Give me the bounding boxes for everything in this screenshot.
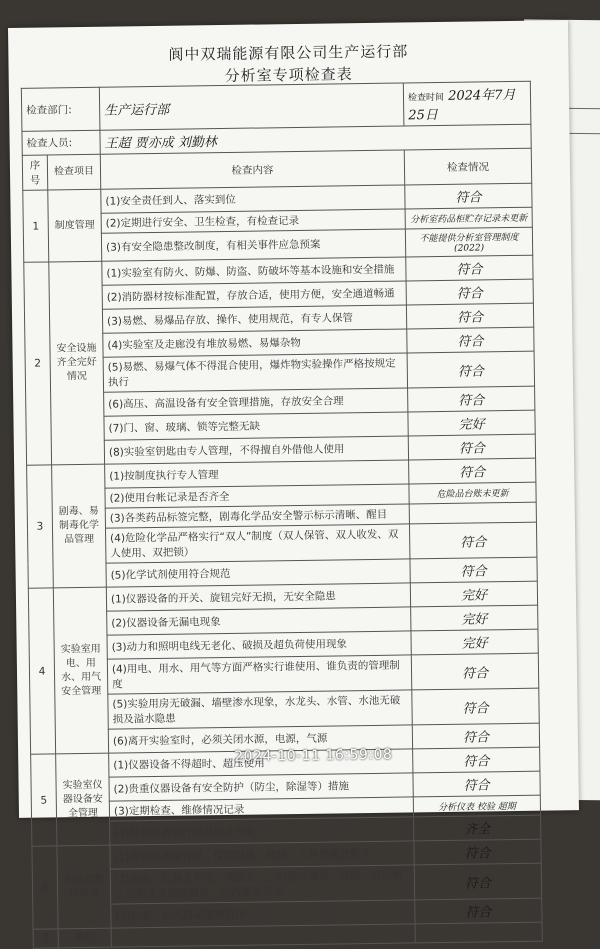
check-result: 符合 <box>413 771 540 797</box>
section-number: 6 <box>32 846 58 929</box>
check-content: (4)仪器设备运行情况记录齐全 <box>110 817 414 845</box>
check-result: 齐全 <box>414 815 541 841</box>
header-row-dept <box>21 81 531 131</box>
section-number: 2 <box>24 262 52 465</box>
check-result: 不能提供分析室管理制度(2022) <box>405 227 532 257</box>
check-content: (5)实验用房无破漏、墙壁渗水现象，水龙头、水管、水池无破损及溢水隐患 <box>108 690 412 729</box>
check-result: 危险品台账未更新 <box>409 482 536 504</box>
check-content: (4)危险化学品严格实行“双人”制度（双人保管、双人收发、双人使用、双把锁） <box>105 524 409 563</box>
check-result: 分析室药品柜贮存记录未更新 <box>405 207 532 229</box>
check-result: 符合 <box>410 557 537 583</box>
check-result: 符合 <box>411 653 538 690</box>
section-number: 4 <box>28 588 55 754</box>
check-result: 符合 <box>415 898 542 924</box>
section-name: 其它 <box>58 928 111 948</box>
check-content: (3)易燃、易爆品存放、操作、使用规范，有专人保管 <box>102 305 406 333</box>
person-value: 王超 贾亦成 刘勤林 <box>100 124 531 154</box>
section-number: 7 <box>33 929 58 948</box>
check-result: 符合 <box>414 863 541 900</box>
check-content: (2)消防器材按标准配置，存放合适，使用方便，安全通道畅通 <box>102 281 406 309</box>
check-result: 完好 <box>411 605 538 631</box>
check-result: 符合 <box>406 303 533 329</box>
check-content: (3)台面、柜内药品摆放有序 <box>111 900 415 928</box>
check-result: 符合 <box>412 723 539 749</box>
check-result: 符合 <box>409 458 536 484</box>
check-result: 符合 <box>405 183 532 209</box>
section-number: 3 <box>27 465 54 588</box>
check-content: (3)动力和照明电线无老化、破损及超负荷使用现象 <box>107 631 411 659</box>
inspection-time <box>403 81 531 126</box>
check-result: 符合 <box>413 747 540 773</box>
check-content: (8)实验室钥匙由专人管理，不得擅自外借他人使用 <box>104 436 408 464</box>
inspection-table <box>21 81 543 949</box>
check-content: (1)仪器设备的开关、旋钮完好无损，无安全隐患 <box>106 583 410 611</box>
company-title: 阆中双瑞能源有限公司生产运行部 <box>168 42 409 64</box>
check-content: (1)按制度执行专人管理 <box>105 460 409 488</box>
check-result: 符合 <box>414 839 541 865</box>
photo-timestamp: 2024-10-11 16:59:08 <box>234 746 393 765</box>
check-result: 符合 <box>406 255 533 281</box>
dept-label: 检查部门: <box>21 87 100 131</box>
col-content: 检查内容 <box>100 150 404 189</box>
check-content: (2)桌面、仪器无灰尘，地面无……门窗及管道、线路、开关板上无积灰及蜘蛛网等，室内清洁卫生 <box>110 865 414 904</box>
section-name: 安全设施齐全完好情况 <box>49 261 105 465</box>
check-result: 符合 <box>408 386 535 412</box>
check-result <box>415 922 542 943</box>
section-name: 剧毒、易制毒化学品管理 <box>52 464 107 588</box>
person-label: 检查人员: <box>22 130 100 155</box>
check-content: (2)定期进行安全、卫生检查，有检查记录 <box>101 209 405 233</box>
check-result: 符合 <box>407 351 534 388</box>
col-item: 检查项目 <box>47 154 100 190</box>
dept-value: 生产运行部 <box>99 83 404 130</box>
check-content: (1)安全责任到人、落实到位 <box>101 185 405 213</box>
section-number: 5 <box>31 754 57 846</box>
check-result: 符合 <box>412 688 539 725</box>
check-content <box>111 924 415 947</box>
check-content: (2)仪器设备无漏电现象 <box>107 607 411 635</box>
check-result: 符合 <box>408 434 535 460</box>
check-result: 分析仪表 校验 超期 <box>413 795 540 817</box>
form-title: 分析室专项检查表 <box>224 65 353 85</box>
check-content: (1)仪器设备不得超时、超压使用 <box>109 749 413 777</box>
check-result <box>409 502 536 524</box>
check-result: 符合 <box>409 522 536 559</box>
check-result: 符合 <box>407 327 534 353</box>
col-result: 检查情况 <box>404 148 531 185</box>
check-result: 完好 <box>408 410 535 436</box>
section-name: 实验室仪器设备安全管理 <box>56 753 110 846</box>
check-content: (6)离开实验室时，必须关闭水源，电源，气源 <box>108 725 412 753</box>
check-content: (2)使用台帐记录是否齐全 <box>105 484 409 508</box>
check-content: (3)各类药品标签完整，剧毒化学品安全警示标示清晰、醒目 <box>105 504 409 528</box>
check-content: (3)定期检查、维修情况记录 <box>109 797 413 821</box>
section-name: 实验室用电、用水、用气安全管理 <box>53 587 108 754</box>
check-content: (1)实验室有防火、防爆、防盗、防破坏等基本设施和安全措施 <box>102 257 406 285</box>
check-content: (5)化学试剂使用符合规范 <box>106 559 410 587</box>
inspection-sheet <box>8 20 579 945</box>
check-result: 符合 <box>406 279 533 305</box>
check-content: (4)用电、用水、用气等方面严格实行谁使用、谁负责的管理制度 <box>107 655 411 694</box>
section-number: 1 <box>23 190 49 262</box>
check-content: (2)贵重仪器设备有安全防护（防尘，除湿等）措施 <box>109 773 413 801</box>
time-label: 检查时间 <box>407 92 445 104</box>
check-content: (1)实验室布局合理，仪器设备、材料、工具等摆放整齐 <box>110 841 414 869</box>
check-result: 完好 <box>411 629 538 655</box>
check-content: (3)有安全隐患整改制度，有相关事件应急预案 <box>101 229 405 261</box>
time-value: 2024年7月25日 <box>408 87 516 124</box>
check-content: (6)高压、高温设备有安全管理措施，存放安全合理 <box>104 388 408 416</box>
section-name: 制度管理 <box>48 189 102 262</box>
section-name: 实验室整洁状况 <box>57 845 111 929</box>
col-seq: 序号 <box>22 155 47 190</box>
check-content: (7)门、窗、玻璃、锁等完整无缺 <box>104 412 408 440</box>
check-content: (4)实验室及走廊没有堆放易燃、易爆杂物 <box>103 329 407 357</box>
check-result: 完好 <box>410 581 537 607</box>
check-content: (5)易燃、易爆气体不得混合使用，爆炸物实验操作严格按规定执行 <box>103 353 407 392</box>
table-body <box>23 183 543 948</box>
